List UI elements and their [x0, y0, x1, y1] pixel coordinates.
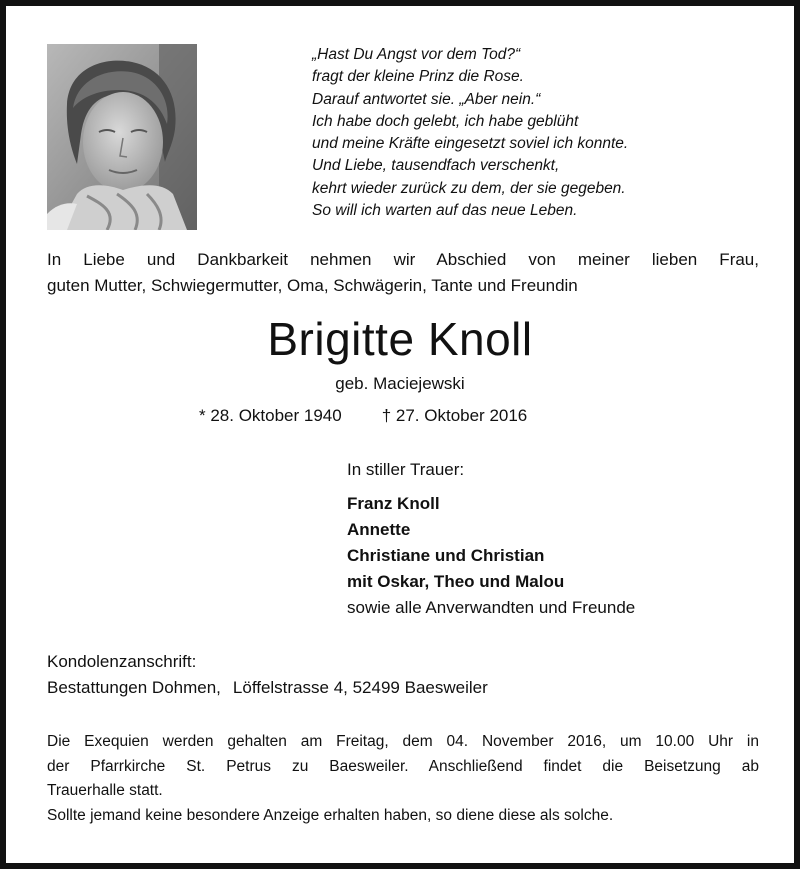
service-info: [47, 730, 759, 828]
birth-date: * 28. Oktober 1940: [199, 406, 342, 425]
condolence-label: Kondolenzanschrift:: [47, 652, 197, 671]
poem-line: So will ich warten auf das neue Leben.: [312, 202, 578, 220]
mourner-name: Franz Knoll: [347, 494, 440, 513]
mourner-name: Annette: [347, 520, 411, 539]
mourners-others: sowie alle Anverwandten und Freunde: [347, 598, 636, 617]
mourners-block: [347, 457, 635, 621]
poem-line: und meine Kräfte eingesetzt soviel ich konnte.: [312, 135, 629, 153]
mourner-name: Christiane und Christian: [347, 546, 545, 565]
poem-line: fragt der kleine Prinz die Rose.: [312, 68, 524, 86]
maiden-name: geb. Maciejewski: [335, 374, 465, 393]
poem-line: kehrt wieder zurück zu dem, der sie gegeben.: [312, 179, 626, 197]
portrait-photo: [47, 44, 197, 230]
mourner-name: mit Oskar, Theo und Malou: [347, 572, 565, 591]
funeral-home: Bestattungen Dohmen,: [47, 678, 221, 697]
poem-quote: [312, 44, 628, 222]
poem-line: „Hast Du Angst vor dem Tod?“: [312, 46, 521, 63]
mourners-heading: In stiller Trauer:: [347, 460, 465, 479]
intro-text: [47, 247, 759, 299]
poem-line: Ich habe doch gelebt, ich habe geblüht: [312, 112, 579, 130]
death-date: † 27. Oktober 2016: [381, 406, 528, 425]
poem-line: Darauf antwortet sie. „Aber nein.“: [312, 90, 541, 108]
intro-line: In Liebe und Dankbarkeit nehmen wir Abschied von meiner lieben Frau,: [47, 250, 759, 269]
poem-line: Und Liebe, tausendfach verschenkt,: [312, 157, 560, 175]
service-line: Sollte jemand keine besondere Anzeige erhalten haben, so diene diese als solche.: [47, 806, 614, 824]
service-line: Trauerhalle statt.: [47, 782, 163, 799]
deceased-name: Brigitte Knoll: [267, 313, 533, 365]
service-line: der Pfarrkirche St. Petrus zu Baesweiler. Anschließend findet die Beisetzung ab: [47, 757, 759, 775]
condolence-address: [47, 649, 488, 701]
intro-line: guten Mutter, Schwiegermutter, Oma, Schwägerin, Tante und Freundin: [47, 276, 578, 295]
condolence-address-line: [47, 675, 488, 701]
service-line: Die Exequien werden gehalten am Freitag, dem 04. November 2016, um 10.00 Uhr in: [47, 733, 759, 750]
life-dates: [199, 404, 527, 428]
street-address: Löffelstrasse 4, 52499 Baesweiler: [232, 678, 488, 697]
